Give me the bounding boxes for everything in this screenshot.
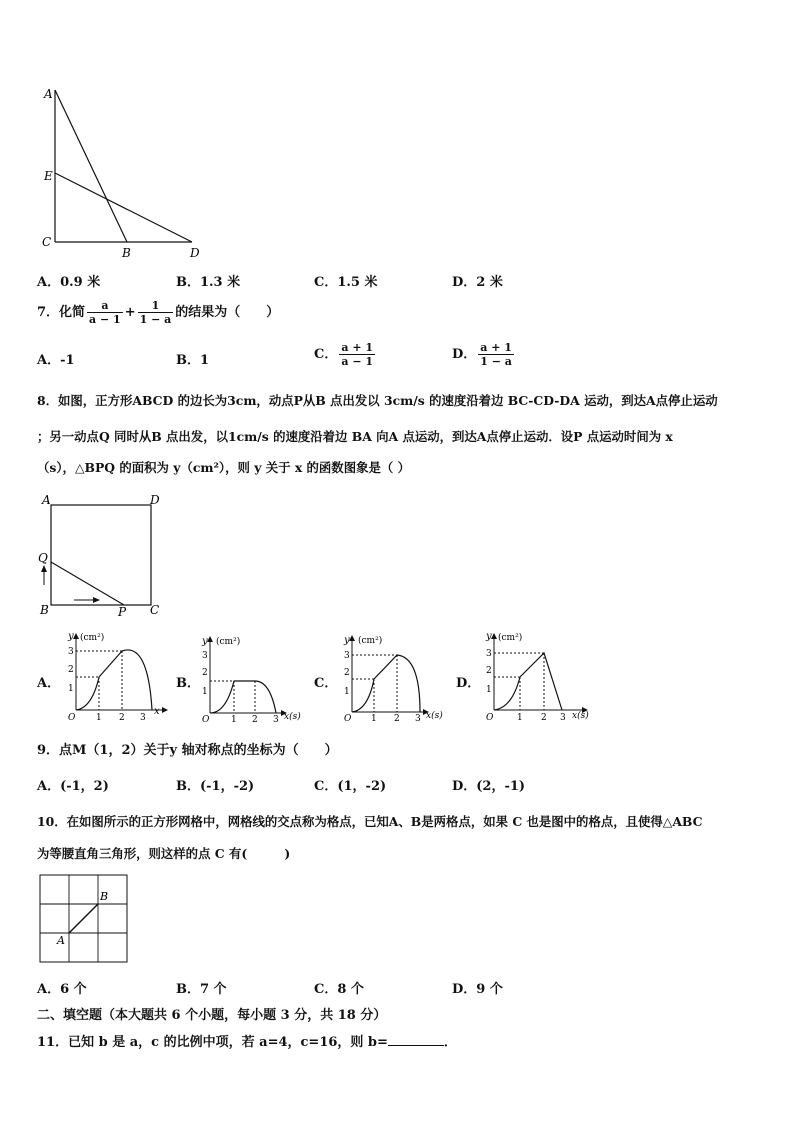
q10-line-2: 为等腰直角三角形，则这样的点 C 有( ): [37, 846, 291, 861]
q8-option-c-label[interactable]: C．: [314, 676, 338, 691]
svg-text:3: 3: [344, 651, 350, 661]
svg-text:2: 2: [344, 668, 350, 678]
svg-text:x(s): x(s): [572, 711, 589, 721]
q8-label-d: D: [150, 493, 160, 507]
q8-graph-b[interactable]: [196, 633, 311, 723]
q8-option-a-label[interactable]: A．: [37, 676, 61, 691]
q8-label-p: P: [118, 605, 127, 619]
q6-label-d: D: [190, 246, 200, 260]
svg-text:x(s): x(s): [284, 712, 301, 722]
svg-text:2: 2: [541, 713, 547, 722]
svg-text:1: 1: [202, 687, 208, 697]
q8-graph-c[interactable]: [338, 632, 453, 722]
svg-text:O: O: [344, 714, 352, 722]
q6-triangle-figure: [30, 80, 220, 260]
q10-label-b: B: [100, 890, 109, 903]
q7-prefix: 7．化简: [37, 305, 86, 320]
svg-text:2: 2: [119, 713, 125, 722]
q7-option-d[interactable]: D． $\frac{a + 1}{1 - a}$: [452, 341, 512, 368]
svg-text:x: x: [154, 706, 160, 717]
q6-option-d[interactable]: D．2 米: [452, 275, 503, 290]
section-2-heading: 二、填空题（本大题共 6 个小题，每小题 3 分，共 18 分）: [37, 1008, 387, 1023]
svg-text:3: 3: [140, 713, 146, 722]
q8-label-a: A: [42, 493, 51, 507]
q6-label-c: C: [42, 235, 52, 249]
svg-text:2: 2: [252, 715, 258, 723]
q10-grid-figure: [38, 873, 130, 965]
q6-option-b[interactable]: B．1.3 米: [176, 275, 241, 290]
q8-graph-d[interactable]: [480, 630, 598, 722]
q8-option-d-label[interactable]: D．: [456, 676, 481, 691]
q6-option-a[interactable]: A．0.9 米: [37, 275, 101, 290]
svg-text:2: 2: [68, 665, 74, 675]
q7-option-c-fraction: $\frac{a + 1}{a - 1}$: [341, 341, 374, 368]
q9-question: 9．点M（1，2）关于y 轴对称点的坐标为（ ）: [37, 743, 338, 758]
q10-option-b[interactable]: B．7 个: [176, 982, 227, 997]
svg-text:y: y: [344, 635, 350, 646]
q6-option-c[interactable]: C．1.5 米: [314, 275, 378, 290]
svg-text:1: 1: [486, 685, 492, 695]
q10-option-c[interactable]: C．8 个: [314, 982, 364, 997]
q7-option-c[interactable]: C． $\frac{a + 1}{a - 1}$: [314, 341, 374, 368]
q7-suffix: 的结果为（ ）: [175, 305, 280, 320]
q9-option-a[interactable]: A．(-1，2): [37, 779, 109, 794]
q7-question: [37, 299, 279, 326]
q8-square-figure: [34, 490, 174, 620]
svg-text:1: 1: [371, 714, 377, 722]
svg-text:3: 3: [202, 651, 208, 661]
svg-text:(cm²): (cm²): [498, 633, 523, 643]
q8-line-3: （s），△BPQ 的面积为 y（cm²），则 y 关于 x 的函数图象是（ ）: [37, 460, 410, 475]
q11-end: ．: [443, 1035, 457, 1050]
q11-question: [37, 1031, 457, 1050]
q8-option-b-label[interactable]: B．: [176, 676, 200, 691]
q8-line-1: 8．如图，正方形ABCD 的边长为3cm，动点P从B 点出发以 3cm/s 的速度沿着边 BC-CD-DA 运动，到达A点停止运动: [37, 393, 718, 408]
svg-text:2: 2: [486, 666, 492, 676]
q8-label-q: Q: [38, 551, 48, 565]
q7-plus: +: [124, 305, 136, 320]
q10-line-1: 10．在如图所示的正方形网格中，网格线的交点称为格点，已知A、B是两格点，如果 C 也是图中的格点，且使得△ABC: [37, 814, 703, 829]
q10-option-a[interactable]: A．6 个: [37, 982, 87, 997]
q8-label-b: B: [40, 603, 49, 617]
q9-option-b[interactable]: B．(-1，-2): [176, 779, 255, 794]
svg-text:1: 1: [231, 715, 237, 723]
q8-label-c: C: [150, 603, 160, 617]
svg-text:3: 3: [415, 714, 421, 722]
svg-text:O: O: [202, 715, 210, 723]
q8-graph-a[interactable]: [62, 630, 172, 722]
q11-text: 11．已知 b 是 a，c 的比例中项，若 a=4，c=16，则 b=: [37, 1035, 388, 1050]
q7-fraction-2: $\frac{1}{1 - a}$: [139, 299, 172, 326]
q7-option-b[interactable]: B．1: [176, 353, 210, 368]
svg-text:y: y: [486, 631, 492, 642]
q10-label-a: A: [57, 934, 65, 947]
svg-text:x(s): x(s): [426, 711, 443, 721]
svg-text:1: 1: [517, 713, 523, 722]
svg-text:2: 2: [202, 668, 208, 678]
q8-line-2: ；另一动点Q 同时从B 点出发，以1cm/s 的速度沿着边 BA 向A 点运动，到达A点停止运动．设P 点运动时间为 x: [37, 429, 673, 444]
svg-text:O: O: [486, 713, 494, 722]
svg-text:1: 1: [344, 687, 350, 697]
q10-option-d[interactable]: D．9 个: [452, 982, 503, 997]
svg-text:1: 1: [68, 684, 74, 694]
q7-fraction-1: $\frac{a}{a - 1}$: [89, 299, 121, 326]
svg-text:3: 3: [68, 647, 74, 657]
svg-text:3: 3: [560, 713, 566, 722]
q9-option-d[interactable]: D．(2，-1): [452, 779, 526, 794]
q6-label-b: B: [122, 246, 131, 260]
svg-text:O: O: [68, 713, 76, 722]
svg-text:(cm²): (cm²): [216, 637, 241, 647]
svg-text:2: 2: [394, 714, 400, 722]
svg-text:(cm²): (cm²): [80, 633, 105, 643]
q7-option-d-fraction: $\frac{a + 1}{1 - a}$: [480, 341, 512, 368]
q6-label-e: E: [44, 169, 53, 183]
q9-option-c[interactable]: C．(1，-2): [314, 779, 387, 794]
svg-text:3: 3: [273, 715, 279, 723]
svg-text:(cm²): (cm²): [358, 636, 383, 646]
q11-answer-blank[interactable]: [388, 1033, 444, 1046]
q6-label-a: A: [44, 87, 53, 101]
svg-text:1: 1: [96, 713, 102, 722]
q7-option-a[interactable]: A．-1: [37, 353, 75, 368]
svg-text:y: y: [68, 631, 74, 642]
svg-text:3: 3: [486, 649, 492, 659]
svg-text:y: y: [202, 636, 208, 647]
